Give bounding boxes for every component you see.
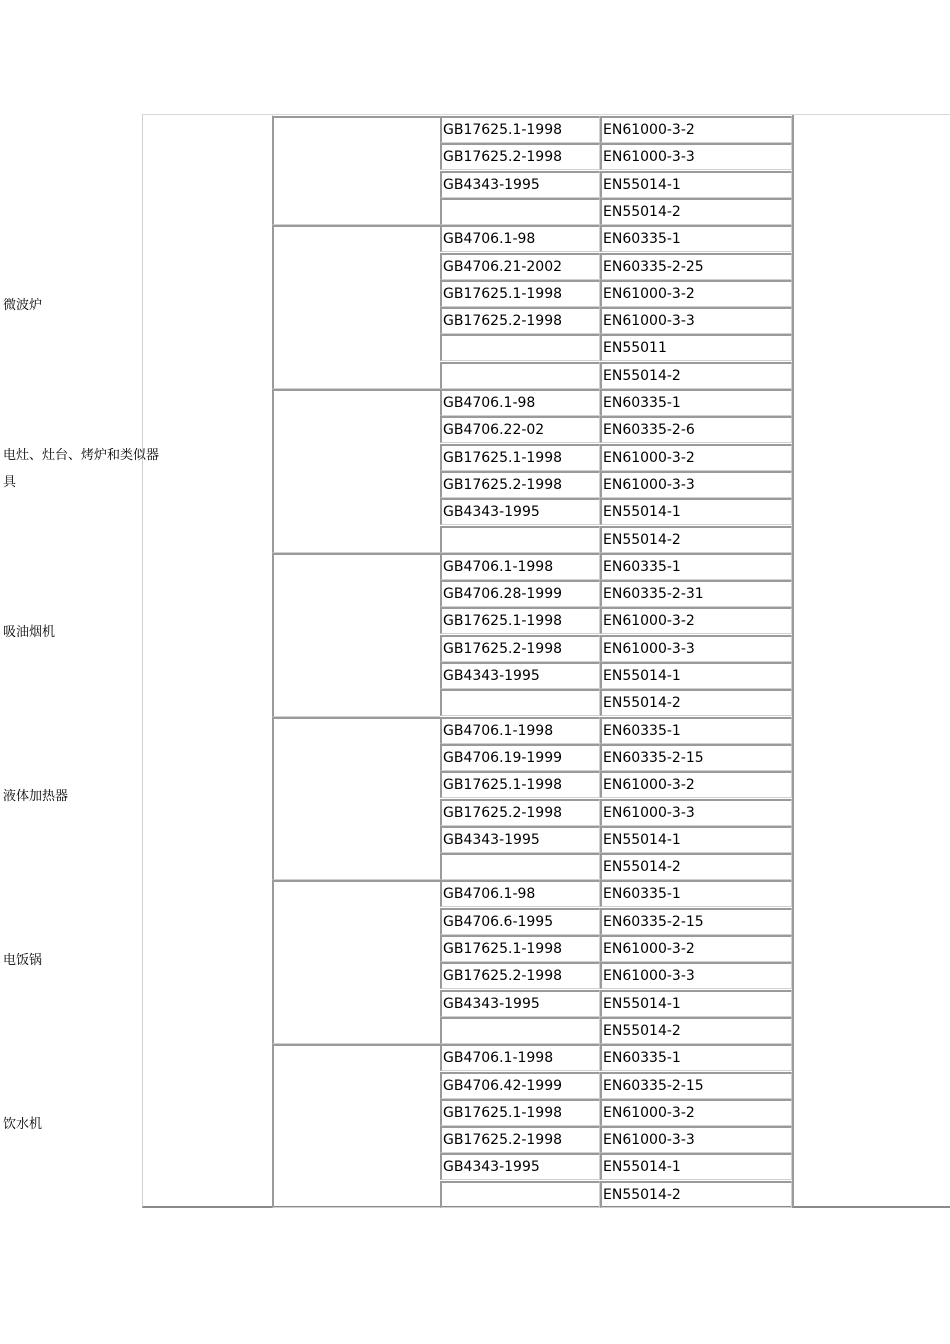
table-column-divider xyxy=(792,115,794,1207)
en-standard-cell: EN60335-1 xyxy=(600,553,792,580)
en-standard-cell: EN60335-2-6 xyxy=(600,416,792,443)
en-standard-cell: EN61000-3-2 xyxy=(600,280,792,307)
en-standard-cell: EN60335-2-25 xyxy=(600,253,792,280)
product-name: 电灶、灶台、烤炉和类似器具 xyxy=(3,447,160,490)
gb-standard-cell: GB17625.2-1998 xyxy=(440,799,600,826)
gb-standard-cell xyxy=(440,334,600,361)
gb-standard-cell: GB4343-1995 xyxy=(440,171,600,198)
product-group-cell xyxy=(272,880,440,1044)
en-standard-cell: EN61000-3-3 xyxy=(600,635,792,662)
en-standard-cell: EN61000-3-2 xyxy=(600,116,792,143)
gb-standard-cell: GB17625.2-1998 xyxy=(440,143,600,170)
en-standard-cell: EN55014-1 xyxy=(600,826,792,853)
en-standard-cell: EN55014-2 xyxy=(600,689,792,716)
gb-standard-cell: GB4706.1-98 xyxy=(440,880,600,907)
gb-standard-cell xyxy=(440,526,600,553)
gb-standard-cell: GB17625.1-1998 xyxy=(440,444,600,471)
en-standard-cell: EN61000-3-3 xyxy=(600,799,792,826)
en-standard-cell: EN55014-2 xyxy=(600,198,792,225)
en-standard-cell: EN55014-1 xyxy=(600,498,792,525)
en-standard-cell: EN61000-3-3 xyxy=(600,143,792,170)
product-group-cell xyxy=(272,553,440,717)
en-standard-cell: EN60335-1 xyxy=(600,880,792,907)
en-standard-cell: EN55014-2 xyxy=(600,1017,792,1044)
gb-standard-cell: GB4706.1-1998 xyxy=(440,1044,600,1071)
en-standard-cell: EN61000-3-2 xyxy=(600,771,792,798)
en-standard-cell: EN60335-2-15 xyxy=(600,1072,792,1099)
gb-standard-cell: GB4343-1995 xyxy=(440,990,600,1017)
product-group-cell xyxy=(272,116,440,225)
en-standard-cell: EN61000-3-3 xyxy=(600,962,792,989)
en-standard-cell: EN55014-1 xyxy=(600,1153,792,1180)
gb-standard-cell: GB4343-1995 xyxy=(440,498,600,525)
gb-standard-cell: GB17625.1-1998 xyxy=(440,771,600,798)
gb-standard-cell: GB17625.2-1998 xyxy=(440,635,600,662)
en-standard-cell: EN55014-2 xyxy=(600,526,792,553)
en-standard-cell: EN55014-2 xyxy=(600,362,792,389)
gb-standard-cell xyxy=(440,198,600,225)
product-name: 吸油烟机 xyxy=(3,625,56,641)
product-group-cell xyxy=(272,225,440,389)
gb-standard-cell: GB4343-1995 xyxy=(440,1153,600,1180)
product-group-cell xyxy=(272,389,440,553)
gb-standard-cell: GB4706.6-1995 xyxy=(440,908,600,935)
en-standard-cell: EN61000-3-2 xyxy=(600,935,792,962)
en-standard-cell: EN60335-2-15 xyxy=(600,744,792,771)
en-standard-cell: EN60335-1 xyxy=(600,389,792,416)
gb-standard-cell: GB17625.1-1998 xyxy=(440,935,600,962)
gb-standard-cell: GB17625.2-1998 xyxy=(440,962,600,989)
en-standard-cell: EN60335-1 xyxy=(600,717,792,744)
gb-standard-cell: GB4706.28-1999 xyxy=(440,580,600,607)
gb-standard-cell xyxy=(440,1181,600,1208)
en-standard-cell: EN55014-1 xyxy=(600,662,792,689)
gb-standard-cell: GB17625.2-1998 xyxy=(440,1126,600,1153)
gb-standard-cell: GB4706.22-02 xyxy=(440,416,600,443)
gb-standard-cell: GB17625.1-1998 xyxy=(440,607,600,634)
en-standard-cell: EN60335-1 xyxy=(600,225,792,252)
en-standard-cell: EN55014-2 xyxy=(600,1181,792,1208)
product-name: 电饭锅 xyxy=(3,952,43,968)
gb-standard-cell: GB17625.2-1998 xyxy=(440,471,600,498)
gb-standard-cell: GB4343-1995 xyxy=(440,662,600,689)
gb-standard-cell: GB4706.42-1999 xyxy=(440,1072,600,1099)
gb-standard-cell: GB4706.19-1999 xyxy=(440,744,600,771)
gb-standard-cell: GB17625.2-1998 xyxy=(440,307,600,334)
en-standard-cell: EN55014-1 xyxy=(600,171,792,198)
gb-standard-cell xyxy=(440,689,600,716)
product-name: 饮水机 xyxy=(3,1116,43,1132)
en-standard-cell: EN61000-3-2 xyxy=(600,607,792,634)
en-standard-cell: EN61000-3-3 xyxy=(600,1126,792,1153)
gb-standard-cell xyxy=(440,1017,600,1044)
gb-standard-cell: GB17625.1-1998 xyxy=(440,1099,600,1126)
en-standard-cell: EN55014-1 xyxy=(600,990,792,1017)
gb-standard-cell: GB4706.1-1998 xyxy=(440,553,600,580)
en-standard-cell: EN60335-2-15 xyxy=(600,908,792,935)
en-standard-cell: EN55011 xyxy=(600,334,792,361)
en-standard-cell: EN61000-3-3 xyxy=(600,471,792,498)
gb-standard-cell: GB4706.1-98 xyxy=(440,225,600,252)
en-standard-cell: EN60335-1 xyxy=(600,1044,792,1071)
en-standard-cell: EN55014-2 xyxy=(600,853,792,880)
gb-standard-cell: GB4706.1-98 xyxy=(440,389,600,416)
en-standard-cell: EN60335-2-31 xyxy=(600,580,792,607)
product-name: 液体加热器 xyxy=(3,789,69,804)
product-group-cell xyxy=(272,717,440,881)
en-standard-cell: EN61000-3-2 xyxy=(600,1099,792,1126)
en-standard-cell: EN61000-3-2 xyxy=(600,444,792,471)
product-group-cell xyxy=(272,1044,440,1208)
gb-standard-cell xyxy=(440,362,600,389)
product-name: 微波炉 xyxy=(3,297,43,313)
gb-standard-cell: GB4706.1-1998 xyxy=(440,717,600,744)
gb-standard-cell: GB4706.21-2002 xyxy=(440,253,600,280)
gb-standard-cell: GB17625.1-1998 xyxy=(440,116,600,143)
gb-standard-cell: GB4343-1995 xyxy=(440,826,600,853)
en-standard-cell: EN61000-3-3 xyxy=(600,307,792,334)
gb-standard-cell xyxy=(440,853,600,880)
gb-standard-cell: GB17625.1-1998 xyxy=(440,280,600,307)
